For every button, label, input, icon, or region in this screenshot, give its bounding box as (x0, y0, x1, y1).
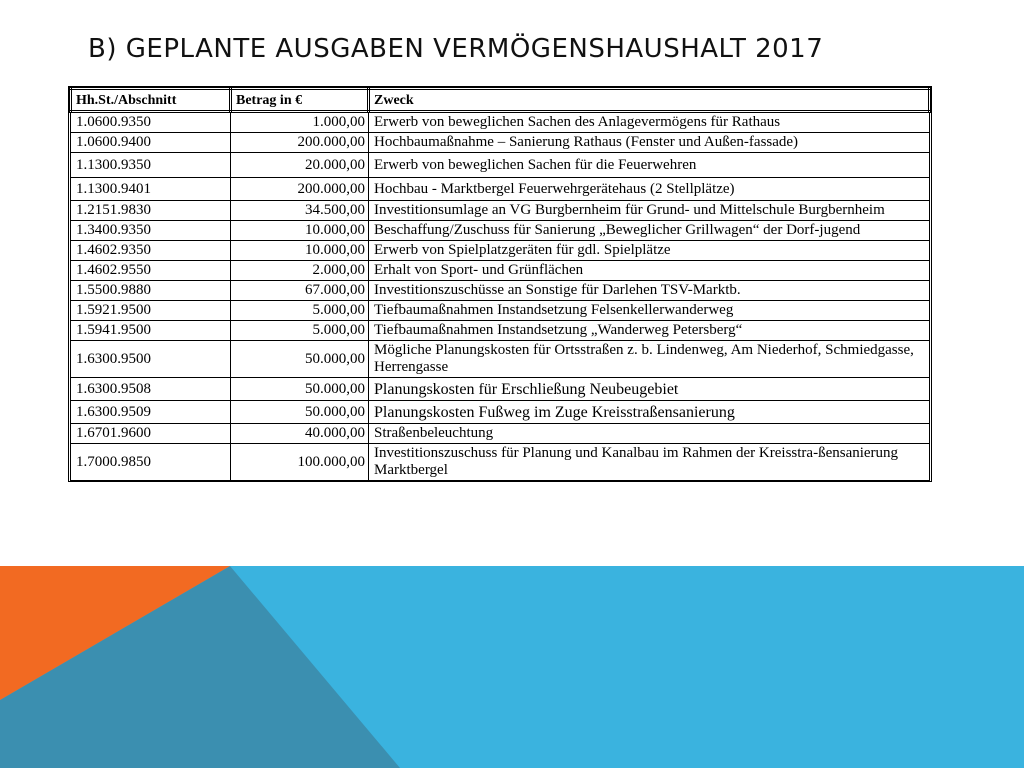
cell-purpose: Hochbaumaßnahme – Sanierung Rathaus (Fenster und Außen-fassade) (369, 133, 930, 153)
cell-purpose: Beschaffung/Zuschuss für Sanierung „Beweglicher Grillwagen“ der Dorf-jugend (369, 221, 930, 241)
table-row (71, 112, 930, 133)
cell-amount: 67.000,00 (231, 281, 369, 301)
teal-wedge-shape (0, 566, 400, 768)
cell-amount: 34.500,00 (231, 201, 369, 221)
cell-purpose: Planungskosten Fußweg im Zuge Kreisstraßensanierung (369, 401, 930, 424)
table-row (71, 221, 930, 241)
table-row (71, 178, 930, 201)
cell-code: 1.0600.9350 (71, 112, 231, 133)
cell-code: 1.5500.9880 (71, 281, 231, 301)
table-row (71, 378, 930, 401)
cell-code: 1.0600.9400 (71, 133, 231, 153)
cell-purpose: Hochbau - Marktbergel Feuerwehrgerätehaus (2 Stellplätze) (369, 178, 930, 201)
budget-table (69, 87, 931, 481)
cell-code: 1.1300.9401 (71, 178, 231, 201)
cell-amount: 200.000,00 (231, 178, 369, 201)
cell-code: 1.5921.9500 (71, 301, 231, 321)
cell-purpose: Tiefbaumaßnahmen Instandsetzung „Wanderweg Petersberg“ (369, 321, 930, 341)
table-header-row (71, 89, 930, 112)
cell-code: 1.4602.9350 (71, 241, 231, 261)
cell-code: 1.3400.9350 (71, 221, 231, 241)
orange-wedge-shape (0, 566, 230, 700)
table-row (71, 444, 930, 481)
cell-purpose: Erwerb von beweglichen Sachen für die Feuerwehren (369, 153, 930, 178)
cell-code: 1.6701.9600 (71, 424, 231, 444)
cell-amount: 2.000,00 (231, 261, 369, 281)
cell-purpose: Investitionszuschüsse an Sonstige für Darlehen TSV-Marktb. (369, 281, 930, 301)
cell-code: 1.6300.9508 (71, 378, 231, 401)
table-row (71, 241, 930, 261)
table-row (71, 201, 930, 221)
cell-code: 1.7000.9850 (71, 444, 231, 481)
table-row (71, 321, 930, 341)
table-row (71, 281, 930, 301)
table-row (71, 153, 930, 178)
cell-code: 1.6300.9509 (71, 401, 231, 424)
table-row (71, 401, 930, 424)
header-purpose: Zweck (369, 89, 930, 112)
cell-amount: 200.000,00 (231, 133, 369, 153)
cell-code: 1.6300.9500 (71, 341, 231, 378)
page-title: B) GEPLANTE AUSGABEN VERMÖGENSHAUSHALT 2017 (88, 34, 824, 64)
blue-band-shape (0, 566, 1024, 768)
table-row (71, 133, 930, 153)
cell-amount: 5.000,00 (231, 321, 369, 341)
cell-code: 1.5941.9500 (71, 321, 231, 341)
cell-amount: 50.000,00 (231, 378, 369, 401)
cell-purpose: Erwerb von Spielplatzgeräten für gdl. Spielplätze (369, 241, 930, 261)
cell-amount: 20.000,00 (231, 153, 369, 178)
header-amount: Betrag in € (231, 89, 369, 112)
cell-purpose: Planungskosten für Erschließung Neubeugebiet (369, 378, 930, 401)
cell-code: 1.1300.9350 (71, 153, 231, 178)
cell-amount: 10.000,00 (231, 241, 369, 261)
table-row (71, 424, 930, 444)
cell-amount: 40.000,00 (231, 424, 369, 444)
table-row (71, 261, 930, 281)
cell-amount: 10.000,00 (231, 221, 369, 241)
cell-purpose: Mögliche Planungskosten für Ortsstraßen z. b. Lindenweg, Am Niederhof, Schmiedgasse, Herrengasse (369, 341, 930, 378)
cell-amount: 50.000,00 (231, 341, 369, 378)
cell-code: 1.2151.9830 (71, 201, 231, 221)
header-code: Hh.St./Abschnitt (71, 89, 231, 112)
cell-code: 1.4602.9550 (71, 261, 231, 281)
cell-purpose: Erhalt von Sport- und Grünflächen (369, 261, 930, 281)
cell-purpose: Straßenbeleuchtung (369, 424, 930, 444)
table-row (71, 341, 930, 378)
cell-purpose: Tiefbaumaßnahmen Instandsetzung Felsenkellerwanderweg (369, 301, 930, 321)
table-row (71, 301, 930, 321)
cell-purpose: Erwerb von beweglichen Sachen des Anlagevermögens für Rathaus (369, 112, 930, 133)
cell-amount: 50.000,00 (231, 401, 369, 424)
cell-amount: 100.000,00 (231, 444, 369, 481)
cell-amount: 5.000,00 (231, 301, 369, 321)
cell-purpose: Investitionsumlage an VG Burgbernheim für Grund- und Mittelschule Burgbernheim (369, 201, 930, 221)
budget-table-container (68, 86, 932, 482)
cell-purpose: Investitionszuschuss für Planung und Kanalbau im Rahmen der Kreisstra-ßensanierung Marktbergel (369, 444, 930, 481)
cell-amount: 1.000,00 (231, 112, 369, 133)
